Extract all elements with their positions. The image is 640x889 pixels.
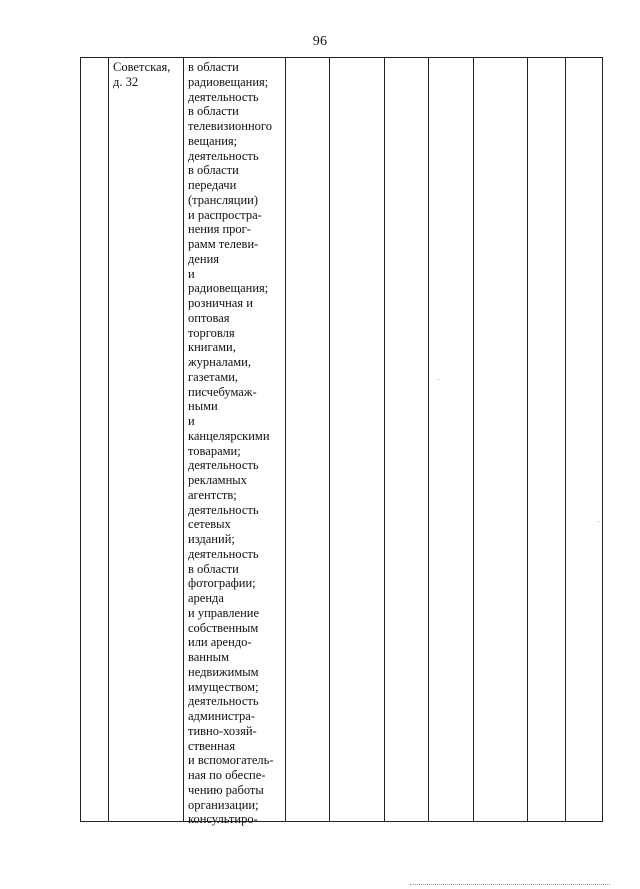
column-divider <box>384 57 385 822</box>
activity-cell <box>188 60 284 827</box>
activity-line: чению работы <box>188 782 264 797</box>
activity-line: и распростра- <box>188 207 262 222</box>
activity-line: книгами, <box>188 340 236 355</box>
activity-line: в области <box>188 104 239 119</box>
activity-line: дения <box>188 251 220 266</box>
column-divider <box>602 57 603 822</box>
column-divider <box>329 57 330 822</box>
activity-line: аренда <box>188 591 224 605</box>
activity-line: рамм телеви- <box>188 237 259 251</box>
activity-line: консультиро- <box>188 812 258 827</box>
activity-line: в области <box>188 163 239 178</box>
activity-line: деятельность <box>188 89 259 104</box>
column-divider <box>108 57 109 822</box>
activity-line: розничная и <box>188 296 253 310</box>
table-bottom-border <box>80 821 602 822</box>
activity-line: и <box>188 414 195 428</box>
activity-line: и вспомогатель- <box>188 753 274 768</box>
activity-line: писчебумаж- <box>188 384 257 399</box>
activity-line: телевизионного <box>188 119 272 133</box>
activity-line: товарами; <box>188 443 241 458</box>
activity-line: изданий; <box>188 532 235 546</box>
page-number: 96 <box>312 34 328 49</box>
address-line: д. 32 <box>113 75 139 89</box>
activity-line: и <box>188 266 195 281</box>
activity-line: радиовещания; <box>188 74 269 89</box>
activity-line: агентств; <box>188 487 237 502</box>
activity-line: деятельность <box>188 502 259 517</box>
activity-line: передачи <box>188 178 237 192</box>
scan-edge-mark <box>410 884 610 885</box>
activity-line: ственная <box>188 738 236 753</box>
activity-line: деятельность <box>188 148 259 163</box>
address-line: Советская, <box>113 60 171 74</box>
scan-speck <box>438 379 439 380</box>
activity-line: деятельность <box>188 546 259 561</box>
scan-speck <box>598 521 599 522</box>
activity-line: недвижимым <box>188 664 259 679</box>
activity-line: оптовая <box>188 310 230 325</box>
activity-line: (трансляции) <box>188 192 259 207</box>
column-divider <box>80 57 81 822</box>
activity-line: ванным <box>188 650 229 664</box>
table-top-border <box>80 57 602 58</box>
activity-line: или арендо- <box>188 635 252 650</box>
activity-line: ными <box>188 399 218 414</box>
activity-line: в области <box>188 60 239 74</box>
activity-line: и управление <box>188 605 260 620</box>
activity-line: сетевых <box>188 517 231 532</box>
activity-line: канцелярскими <box>188 428 270 443</box>
activity-line: тивно-хозяй- <box>188 723 257 738</box>
activity-line: радиовещания; <box>188 281 269 296</box>
activity-line: деятельность <box>188 694 259 709</box>
activity-line: фотографии; <box>188 576 256 591</box>
activity-line: газетами, <box>188 369 239 384</box>
activity-line: журналами, <box>188 355 251 369</box>
address-cell <box>113 60 181 90</box>
activity-line: ная по обеспе- <box>188 768 266 782</box>
column-divider <box>428 57 429 822</box>
activity-line: в области <box>188 561 239 576</box>
activity-line: имуществом; <box>188 679 259 694</box>
activity-line: деятельность <box>188 458 259 473</box>
activity-line: нения прог- <box>188 222 251 237</box>
activity-line: вещания; <box>188 133 238 148</box>
activity-line: администра- <box>188 709 256 723</box>
column-divider <box>285 57 286 822</box>
activity-line: собственным <box>188 620 259 635</box>
column-divider <box>473 57 474 822</box>
activity-line: организации; <box>188 797 259 812</box>
column-divider <box>183 57 184 822</box>
column-divider <box>565 57 566 822</box>
column-divider <box>527 57 528 822</box>
activity-line: торговля <box>188 325 235 340</box>
activity-line: рекламных <box>188 473 247 487</box>
